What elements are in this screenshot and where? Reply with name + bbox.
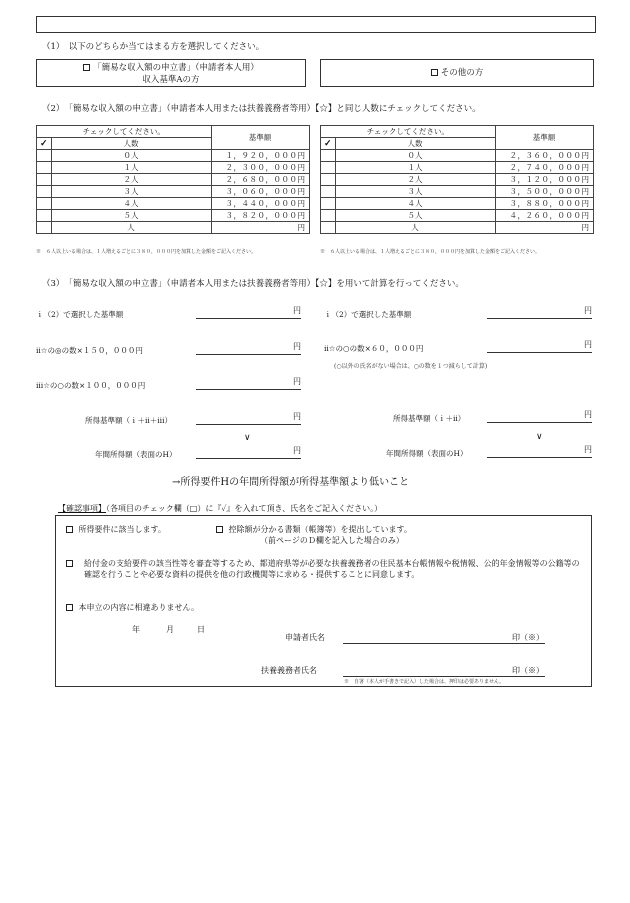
checkbox-cell[interactable]: [37, 150, 52, 162]
confirm-item2-text: 給付金の支給要件の該当性等を審査等するため、都道府県等が必要な扶養義務者の住民基本台帳情報や税情報、公的年金情報等の公籍等の確認を行うことや必要な資料の提供を他の行政機関等に求める・提供することに同意します。: [84, 559, 580, 579]
table-row[interactable]: [321, 186, 594, 198]
amount-cell: １，９２０，０００円: [211, 150, 309, 162]
applicant-seal: 印（※）: [512, 633, 544, 642]
amount-cell: ３，５００，０００円: [495, 186, 593, 198]
confirm-item1-text: 所得要件に該当します。: [78, 525, 166, 534]
amount-cell: ３，０６０，０００円: [211, 186, 309, 198]
note-right: ※ ６人以上いる場合は、１人増えるごとに３８０，０００円を加算した金額をご記入ください。: [320, 249, 541, 255]
right-circle-field[interactable]: 円: [487, 339, 592, 353]
count-cell: ０人: [335, 150, 495, 162]
header-box: [36, 16, 596, 33]
count-cell: １人: [51, 162, 211, 174]
section1-heading: （1） 以下のどちらか当てはまる方を選択してください。: [42, 42, 265, 52]
right-circle-label: ⅱ☆の○の数×６０，０００円: [324, 344, 424, 353]
amount-cell: ２，７４０，０００円: [495, 162, 593, 174]
confirm-item-consent-checkbox[interactable]: [66, 558, 76, 569]
guardian-name-field[interactable]: [343, 676, 545, 677]
checkbox-cell[interactable]: [321, 150, 336, 162]
checkbox-cell[interactable]: [321, 174, 336, 186]
right-ge-symbol: ∨: [536, 432, 543, 442]
left-circle-label: ⅲ☆の○の数×１００，０００円: [36, 381, 146, 390]
left-base-amount-field[interactable]: 円: [196, 305, 301, 319]
table-row[interactable]: [37, 186, 310, 198]
confirm-item-income[interactable]: [66, 524, 166, 535]
amount-cell: ３，１２０，０００円: [495, 174, 593, 186]
count-input-cell[interactable]: 人: [335, 222, 495, 234]
checkbox[interactable]: [216, 526, 223, 533]
right-base-amount-label: ｉ（2）で選択した基準額: [324, 310, 412, 319]
count-header: 人数: [335, 138, 495, 150]
confirm-heading-rest: （各項目のチェック欄（□）に『✓』を入れて頂き、氏名をご記入ください。）: [106, 504, 383, 513]
amount-cell: ４，２６０，０００円: [495, 210, 593, 222]
right-annual-income-field[interactable]: 円: [487, 444, 592, 458]
left-ge-symbol: ∨: [244, 433, 251, 443]
count-cell: ３人: [335, 186, 495, 198]
left-double-circle-field[interactable]: 円: [196, 341, 301, 355]
checkbox-cell[interactable]: [37, 174, 52, 186]
count-cell: ２人: [335, 174, 495, 186]
table-row[interactable]: [37, 222, 310, 234]
count-cell: ３人: [51, 186, 211, 198]
applicant-name-label: 申請者氏名: [285, 633, 325, 642]
confirm-item3-text: 本申立の内容に相違ありません。: [78, 603, 200, 612]
left-annual-income-field[interactable]: 円: [196, 445, 301, 459]
right-income-standard-field[interactable]: 円: [487, 409, 592, 423]
guardian-name-label: 扶養義務者氏名: [261, 666, 317, 675]
checkbox-cell[interactable]: [37, 162, 52, 174]
checkbox-cell[interactable]: [37, 222, 52, 234]
amount-cell: ３，８８０，０００円: [495, 198, 593, 210]
checkbox-cell[interactable]: [37, 210, 52, 222]
table-row[interactable]: [37, 210, 310, 222]
amount-cell: ２，６８０，０００円: [211, 174, 309, 186]
option-b-label: その他の方: [440, 68, 484, 78]
table-row[interactable]: [321, 210, 594, 222]
section3-heading: （3） 「簡易な収入額の申立書」（申請者本人用または扶養義務者等用）【☆】を用いて計算を行ってください。: [42, 279, 464, 289]
count-cell: ２人: [51, 174, 211, 186]
amount-cell: ３，８２０，０００円: [211, 210, 309, 222]
count-header: 人数: [51, 138, 211, 150]
table-row[interactable]: [37, 174, 310, 186]
table-row[interactable]: [37, 198, 310, 210]
table-row[interactable]: [321, 198, 594, 210]
checkbox[interactable]: [66, 560, 73, 567]
checkbox-cell[interactable]: [37, 198, 52, 210]
confirm-item1b-note: （前ページのＤ欄を記入した場合のみ）: [260, 536, 404, 545]
table-row[interactable]: [321, 222, 594, 234]
left-annual-income-label: 年間所得額（表面のH）: [95, 450, 177, 459]
option-a-line1: 「簡易な収入額の申立書」（申請者本人用）: [93, 63, 259, 73]
standard-amount-table-right: [320, 125, 594, 234]
count-cell: ４人: [51, 198, 211, 210]
amount-input-cell[interactable]: 円: [211, 222, 309, 234]
checkbox[interactable]: [431, 69, 438, 76]
checkbox-cell[interactable]: [321, 198, 336, 210]
table-row[interactable]: [321, 162, 594, 174]
checkbox-cell[interactable]: [37, 186, 52, 198]
left-circle-field[interactable]: 円: [196, 376, 301, 390]
amount-cell: ３，４４０，０００円: [211, 198, 309, 210]
checkbox-cell[interactable]: [321, 222, 336, 234]
right-circle-note: (○以外の氏名がない場合は、○の数を１つ減らして計算): [334, 363, 488, 370]
check-mark-icon: ✓: [37, 138, 52, 150]
checkbox-cell[interactable]: [321, 186, 336, 198]
left-base-amount-label: ｉ（2）で選択した基準額: [36, 310, 124, 319]
check-mark-icon: ✓: [321, 138, 336, 150]
confirm-heading-bracket: 【確認事項】: [58, 504, 106, 513]
amount-header: 基準額: [211, 126, 309, 150]
confirm-item1b-text: 控除額が分かる書類（帳簿等）を提出しています。: [228, 525, 412, 534]
conclusion-text: →所得要件Hの年間所得額が所得基準額より低いこと: [172, 477, 410, 488]
amount-header: 基準額: [495, 126, 593, 150]
seal-note: ※ 自署（本人が手書きで記入）した場合は、押印は必要ありません。: [344, 679, 505, 685]
count-cell: ４人: [335, 198, 495, 210]
check-header: チェックしてください。: [37, 126, 212, 138]
table-row[interactable]: [37, 162, 310, 174]
left-income-standard-field[interactable]: 円: [196, 411, 301, 425]
option-income-standard-a[interactable]: [36, 59, 306, 87]
checkbox-cell[interactable]: [321, 210, 336, 222]
guardian-seal: 印（※）: [512, 666, 544, 675]
count-input-cell[interactable]: 人: [51, 222, 211, 234]
amount-cell: ２，３６０，０００円: [495, 150, 593, 162]
checkbox[interactable]: [83, 64, 90, 71]
confirm-item-no-discrepancy[interactable]: [66, 602, 199, 613]
left-double-circle-label: ⅱ☆の◎の数×１５０，０００円: [36, 346, 143, 355]
right-annual-income-label: 年間所得額（表面のH）: [386, 449, 468, 458]
checkbox-cell[interactable]: [321, 162, 336, 174]
table-row[interactable]: [321, 174, 594, 186]
applicant-name-field[interactable]: [343, 643, 545, 644]
right-income-standard-label: 所得基準額（ｉ＋ⅱ）: [393, 414, 466, 423]
note-left: ※ ６人以上いる場合は、１人増えるごとに３８０，０００円を加算した金額をご記入ください。: [36, 249, 257, 255]
count-cell: ５人: [335, 210, 495, 222]
check-header: チェックしてください。: [321, 126, 496, 138]
date-month-label: 月: [166, 625, 174, 634]
option-other[interactable]: [320, 59, 594, 87]
right-base-amount-field[interactable]: 円: [487, 305, 592, 319]
date-day-label: 日: [197, 625, 205, 634]
count-cell: ５人: [51, 210, 211, 222]
amount-cell: ２，３００，０００円: [211, 162, 309, 174]
confirm-item-deduction[interactable]: [216, 524, 412, 535]
left-income-standard-label: 所得基準額（ｉ＋ⅱ＋ⅲ）: [85, 416, 172, 425]
checkbox[interactable]: [66, 526, 73, 533]
count-cell: １人: [335, 162, 495, 174]
standard-amount-table-left: [36, 125, 310, 234]
option-a-line2: 収入基準Aの方: [142, 75, 200, 85]
amount-input-cell[interactable]: 円: [495, 222, 593, 234]
checkbox[interactable]: [66, 604, 73, 611]
table-row[interactable]: [37, 150, 310, 162]
confirm-heading: [58, 503, 382, 514]
table-row[interactable]: [321, 150, 594, 162]
count-cell: ０人: [51, 150, 211, 162]
section2-heading: （2） 「簡易な収入額の申立書」（申請者本人用または扶養義務者等用）【☆】と同じ人数にチェックしてください。: [42, 104, 481, 114]
date-year-label: 年: [132, 625, 140, 634]
